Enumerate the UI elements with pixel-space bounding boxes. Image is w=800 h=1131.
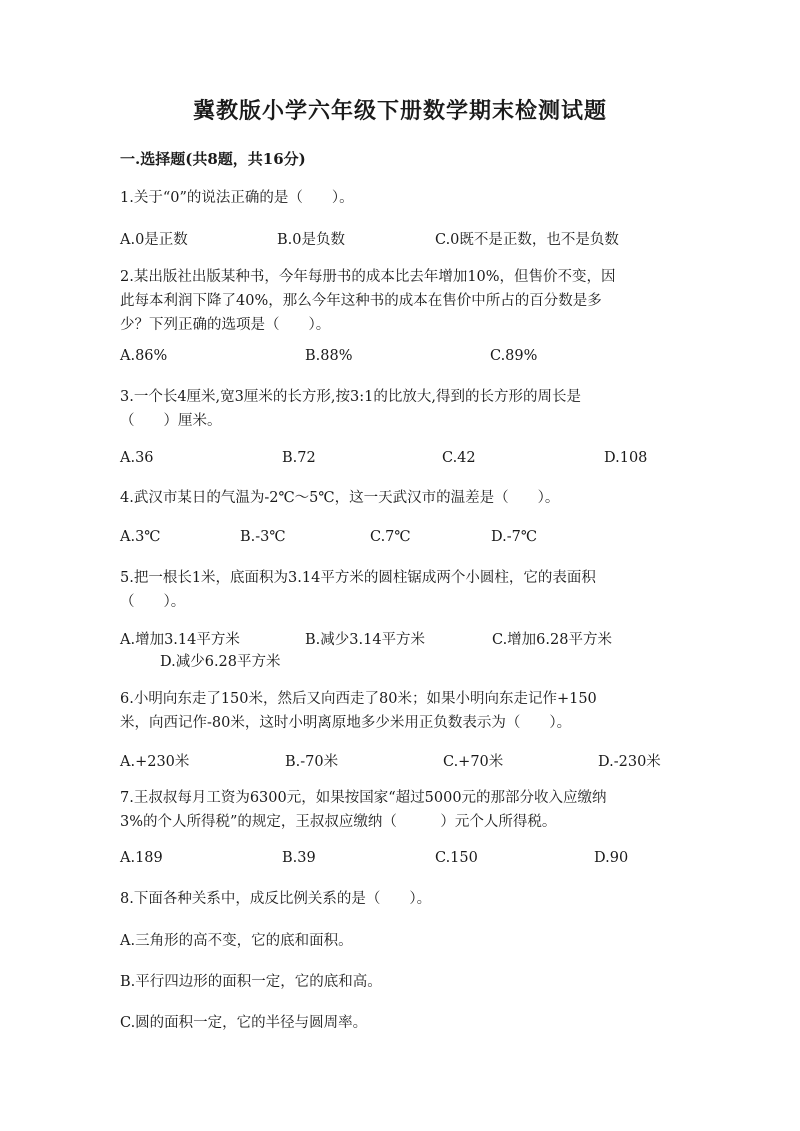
option-b: B.减少3.14平方米 [305,632,426,648]
question-4 [120,486,680,510]
question-7 [120,786,680,834]
question-7-line-2: 3%的个人所得税”的规定，王叔叔应缴纳（ ）元个人所得税。 [120,814,557,830]
question-2-line-2: 此每本利润下降了40%，那么今年这种书的成本在售价中所占的百分数是多 [120,293,602,309]
question-3-line-1: 3.一个长4厘米,宽3厘米的长方形,按3:1的比放大,得到的长方形的周长是 [120,389,581,405]
question-5 [120,566,680,614]
option-b: B.0是负数 [277,232,345,248]
option-b: B.72 [282,450,316,466]
question-3-line-2: （ ）厘米。 [120,413,222,429]
option-d: D.-230米 [598,754,661,770]
question-8-option-b-row [120,970,680,992]
question-8-option-c-row [120,1011,680,1033]
question-2 [120,265,680,337]
option-c: C.圆的面积一定，它的半径与圆周率。 [120,1015,368,1031]
page-title: 冀教版小学六年级下册数学期末检测试题 [192,98,607,124]
option-d: D.减少6.28平方米 [160,654,281,670]
option-c: C.0既不是正数，也不是负数 [435,232,619,248]
option-c: C.150 [435,850,478,866]
option-a: A.189 [120,850,163,866]
question-2-options [120,348,680,370]
question-6-line-1: 6.小明向东走了150米，然后又向西走了80米；如果小明向东走记作+150 [120,691,597,707]
option-a: A.0是正数 [120,232,188,248]
question-5-line-2: （ ）。 [120,594,186,610]
option-c: C.7℃ [370,529,411,545]
question-1 [120,186,680,210]
section-heading: 一.选择题(共8题，共16分) [120,150,306,168]
question-4-text: 4.武汉市某日的气温为-2℃～5℃，这一天武汉市的温差是（ ）。 [120,490,560,506]
option-a: A.3℃ [120,529,161,545]
option-b: B.-3℃ [240,529,286,545]
question-5-options [120,628,680,650]
question-2-line-1: 2.某出版社出版某种书，今年每册书的成本比去年增加10%，但售价不变，因 [120,269,616,285]
question-3 [120,385,680,433]
option-a: A.86% [120,348,168,364]
question-4-options [120,529,680,551]
option-b: B.39 [282,850,316,866]
question-3-options [120,450,680,472]
question-6 [120,687,680,735]
option-d: D.108 [604,450,648,466]
question-6-options [120,750,680,772]
question-6-line-2: 米，向西记作-80米，这时小明离原地多少米用正负数表示为（ ）。 [120,715,572,731]
option-d: D.-7℃ [491,529,538,545]
question-7-line-1: 7.王叔叔每月工资为6300元，如果按国家“超过5000元的那部分收入应缴纳 [120,790,607,806]
option-a: A.36 [120,450,154,466]
option-d: D.90 [594,850,629,866]
question-7-options [120,850,680,872]
option-b: B.88% [305,348,353,364]
question-8-option-a-row [120,929,680,951]
option-c: C.增加6.28平方米 [492,632,612,648]
question-1-options [120,228,680,250]
question-8 [120,887,680,911]
option-a: A.增加3.14平方米 [120,632,240,648]
option-c: C.+70米 [443,754,504,770]
option-c: C.42 [442,450,476,466]
option-a: A.三角形的高不变，它的底和面积。 [120,933,353,949]
question-8-text: 8.下面各种关系中，成反比例关系的是（ ）。 [120,891,432,907]
option-b: B.-70米 [285,754,339,770]
question-5-options-row-2 [120,650,680,672]
question-2-line-3: 少？下列正确的选项是（ ）。 [120,317,331,333]
question-1-text: 1.关于“0”的说法正确的是（ ）。 [120,190,354,206]
option-a: A.+230米 [120,754,190,770]
question-5-line-1: 5.把一根长1米，底面积为3.14平方米的圆柱锯成两个小圆柱，它的表面积 [120,570,596,586]
option-b: B.平行四边形的面积一定，它的底和高。 [120,974,382,990]
option-c: C.89% [490,348,538,364]
